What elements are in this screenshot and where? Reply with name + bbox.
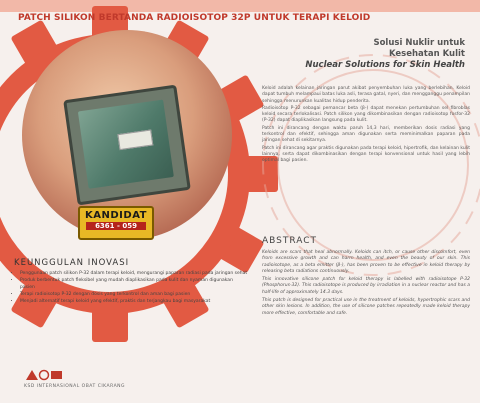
- organization-name: KSD INTERNASIONAL OBAT CIKARANG: [24, 384, 125, 389]
- intro-paragraph: Patch ini dirancang dengan waktu paruh 14,3 hari, memberikan dosis radiasi yang terkontrol dan efektif, sehingga aman digunakan serta meminimalkan paparan pada jaringan sehat di sekitarnya.: [262, 125, 470, 144]
- abstract-paragraph: Keloids are scars that heal abnormally. Keloids can itch, or cause other discomfort, even from excessive growth and can harm health, and even the beauty of our skin. This radioisotope, as a beta emitter (β-), has been proven to be effective in keloid therapy by releasing beta radiations continuously.: [262, 250, 470, 274]
- subtitle-english: Nuclear Solutions for Skin Health: [305, 60, 465, 70]
- abstract-text: [262, 250, 470, 319]
- intro-text: [262, 86, 470, 166]
- abstract-heading: ABSTRACT: [262, 236, 318, 246]
- subtitle-block: [300, 38, 465, 71]
- abstract-paragraph: This innovative silicone patch for keloid therapy is labelled with radioisotope P-32 (Phosphorus-32). This radioisotope is produced by irradiation in a nuclear reactor and has a half-life of approximately 14.3 days.: [262, 277, 470, 295]
- candidate-badge: [78, 206, 154, 240]
- silicone-patch-image: [63, 85, 191, 206]
- poster-title: PATCH SILIKON BERTANDA RADIOISOTOP 32P UNTUK TERAPI KELOID: [18, 13, 371, 23]
- abstract-paragraph: This patch is designed for practical use in the treatment of keloids, hypertrophic scars and other skin lesions. In addition, the use of silicone patches repeatedly made keloid therapy more effective, comfortable and safe.: [262, 298, 470, 316]
- innovation-heading: KEUNGGULAN INOVASI: [14, 258, 130, 268]
- innovation-item: • Terapi radioisotop P-32 dengan dosis yang terkontrol dan aman bagi pasien: [20, 292, 248, 298]
- badge-code: 6361 - 059: [86, 222, 146, 230]
- intro-paragraph: Patch ini dirancang agar praktis digunakan pada terapi keloid, hipertrofik, dan kelainan kulit lainnya, serta dapat dikombinasikan dengan terapi konvensional untuk hasil yang lebih optimal bagi pasien.: [262, 145, 470, 164]
- intro-paragraph: Keloid adalah kelainan jaringan parut akibat penyembuhan luka yang berlebihan. Keloid dapat tumbuh melampaui batas luka asli, terasa gatal, nyeri, dan mengganggu penampilan sehingga menurunkan kualitas hidup penderita.: [262, 86, 470, 104]
- innovation-list: [14, 271, 248, 306]
- badge-title: KANDIDAT: [85, 210, 147, 221]
- innovation-item: • Penggunaan patch silikon P-32 dalam terapi keloid, mengurangi paparan radiasi pada jaringan sehat: [20, 271, 248, 277]
- organization-logo-icon: [24, 368, 64, 382]
- innovation-item: • Produk berbentuk patch fleksibel yang mudah diaplikasikan pada kulit dan nyaman digunakan pasien: [20, 278, 248, 291]
- subtitle-line-2: Kesehatan Kulit: [388, 49, 465, 59]
- subtitle-line-1: Solusi Nuklir untuk: [373, 38, 465, 48]
- innovation-item: • Menjadi alternatif terapi keloid yang efektif, praktis dan terjangkau bagi masyarakat: [20, 299, 248, 305]
- intro-paragraph: Radioisotop P-32 sebagai pemancar beta (β-) dapat menekan pertumbuhan sel fibroblas keloid secara terlokalisasi. Patch silikon yang dikombinasikan dengan radioisotop fosfor-32 (P-32) dapat diaplikasikan langsung pada kulit.: [262, 105, 470, 124]
